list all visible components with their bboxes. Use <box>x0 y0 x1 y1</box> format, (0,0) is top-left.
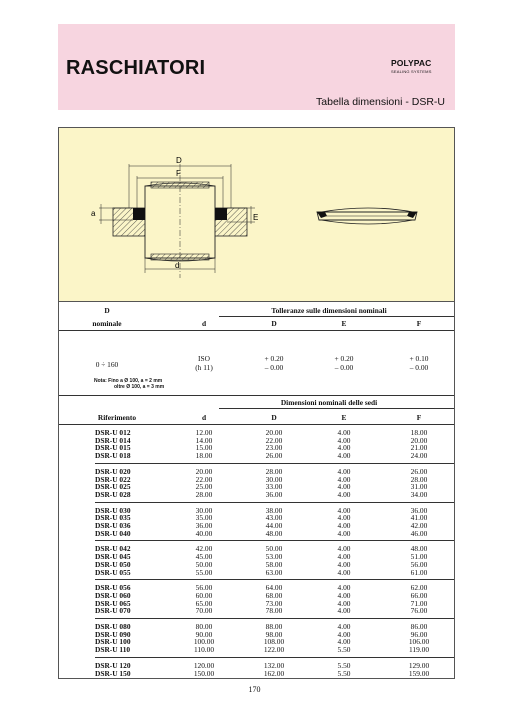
cell-F: 36.00 <box>410 505 428 515</box>
cell-D: 36.00 <box>265 489 283 499</box>
cell-E: 5.50 <box>337 668 351 678</box>
tolerance-table <box>59 305 454 385</box>
cell-F: 20.00 <box>410 435 428 445</box>
header-band <box>58 24 455 110</box>
cell-d: 45.00 <box>195 552 213 562</box>
cell-E: 4.00 <box>337 443 351 453</box>
cell-E: 4.00 <box>337 489 351 499</box>
tol-D-line1: + 0.20 <box>264 354 284 363</box>
tol-E-line1: + 0.20 <box>334 354 354 363</box>
cell-reference: DSR-U 018 <box>95 451 131 461</box>
cell-D: 78.00 <box>265 606 283 616</box>
cell-D: 22.00 <box>265 435 283 445</box>
cell-E: 4.00 <box>337 435 351 445</box>
cell-D: 33.00 <box>265 482 283 492</box>
cell-E: 4.00 <box>337 474 351 484</box>
label-D: D <box>176 156 182 165</box>
cell-E: 4.00 <box>337 513 351 523</box>
cell-d: 12.00 <box>195 428 213 437</box>
cell-d: 60.00 <box>195 590 213 600</box>
cell-D: 132.00 <box>263 660 285 670</box>
cell-reference: DSR-U 100 <box>95 637 131 647</box>
cell-F: 28.00 <box>410 474 428 484</box>
group-divider <box>95 463 454 464</box>
cell-D: 44.00 <box>265 521 283 530</box>
group-divider <box>95 540 454 541</box>
diameter-note <box>94 378 164 390</box>
cell-reference: DSR-U 045 <box>95 552 131 562</box>
cell-D: 108.00 <box>263 637 285 647</box>
dim-col-d: d <box>201 413 207 422</box>
cell-E: 4.00 <box>337 559 351 569</box>
cell-reference: DSR-U 090 <box>95 629 131 639</box>
cell-d: 42.00 <box>195 544 213 554</box>
cell-D: 26.00 <box>265 451 283 461</box>
cell-d: 90.00 <box>195 629 213 639</box>
cell-D: 88.00 <box>265 622 283 631</box>
cell-reference: DSR-U 110 <box>95 645 131 655</box>
page-number: 170 <box>248 685 261 694</box>
cell-D: 53.00 <box>265 552 283 562</box>
cell-F: 66.00 <box>410 590 428 600</box>
group-divider <box>95 502 454 503</box>
tol-E-line2: – 0.00 <box>334 363 354 372</box>
cell-D: 64.00 <box>265 583 283 593</box>
cell-F: 76.00 <box>410 606 428 616</box>
cell-d: 25.00 <box>195 482 213 492</box>
cell-E: 4.00 <box>337 567 351 577</box>
cell-E: 4.00 <box>337 428 351 437</box>
cell-reference: DSR-U 065 <box>95 598 131 608</box>
tol-col-D: D <box>271 319 277 328</box>
cell-F: 56.00 <box>410 559 428 569</box>
cell-d: 40.00 <box>195 528 213 538</box>
dim-col-D: D <box>271 413 277 422</box>
cell-d: 56.00 <box>195 583 213 593</box>
cell-F: 21.00 <box>410 443 428 453</box>
cell-d: 28.00 <box>195 489 213 499</box>
cell-D: 73.00 <box>265 598 283 608</box>
tolerance-group-header: Tolleranze sulle dimensioni nominali <box>271 306 387 315</box>
cell-E: 4.00 <box>337 451 351 461</box>
cell-d: 15.00 <box>195 443 213 453</box>
cell-reference: DSR-U 030 <box>95 505 131 515</box>
label-E: E <box>253 213 259 222</box>
cell-F: 42.00 <box>410 521 428 530</box>
cell-D: 38.00 <box>265 505 283 515</box>
cell-E: 5.50 <box>337 645 351 655</box>
wiper-ring-3d <box>317 208 417 224</box>
cell-D: 28.00 <box>265 466 283 476</box>
cell-reference: DSR-U 150 <box>95 668 131 678</box>
cell-F: 41.00 <box>410 513 428 523</box>
cell-D: 68.00 <box>265 590 283 600</box>
cell-reference: DSR-U 120 <box>95 660 131 670</box>
note-line-1: Nota: Fino a Ø 100, a = 2 mm <box>94 378 163 384</box>
cell-F: 61.00 <box>410 567 428 577</box>
tol-col-F: F <box>416 319 422 328</box>
cell-F: 34.00 <box>410 489 428 499</box>
group-divider <box>95 579 454 580</box>
cell-reference: DSR-U 025 <box>95 482 131 492</box>
cell-F: 24.00 <box>410 451 428 461</box>
technical-drawing <box>59 128 454 302</box>
cell-reference: DSR-U 055 <box>95 567 131 577</box>
cell-F: 71.00 <box>410 598 428 608</box>
tol-d-line2: (h 11) <box>195 363 213 372</box>
cell-F: 129.00 <box>408 660 430 670</box>
cell-E: 4.00 <box>337 505 351 515</box>
cell-E: 4.00 <box>337 583 351 593</box>
cell-F: 18.00 <box>410 428 428 437</box>
cell-E: 4.00 <box>337 590 351 600</box>
cell-E: 4.00 <box>337 528 351 538</box>
cell-reference: DSR-U 015 <box>95 443 131 453</box>
cell-E: 4.00 <box>337 598 351 608</box>
cell-F: 86.00 <box>410 622 428 631</box>
cell-d: 22.00 <box>195 474 213 484</box>
cell-D: 162.00 <box>263 668 285 678</box>
cell-D: 30.00 <box>265 474 283 484</box>
polypac-logo <box>391 58 447 74</box>
cell-reference: DSR-U 056 <box>95 583 131 593</box>
tol-col-d: d <box>201 319 207 328</box>
cell-d: 14.00 <box>195 435 213 445</box>
group-divider <box>95 657 454 658</box>
cell-E: 4.00 <box>337 544 351 554</box>
group-divider <box>95 618 454 619</box>
cell-d: 18.00 <box>195 451 213 461</box>
cell-reference: DSR-U 036 <box>95 521 131 530</box>
cell-E: 4.00 <box>337 622 351 631</box>
cell-E: 5.50 <box>337 660 351 670</box>
cell-E: 4.00 <box>337 466 351 476</box>
cell-reference: DSR-U 014 <box>95 435 131 445</box>
cell-D: 122.00 <box>263 645 285 655</box>
page-title: RASCHIATORI <box>66 57 206 79</box>
cell-F: 26.00 <box>410 466 428 476</box>
note-line-2: oltre Ø 100, a = 3 mm <box>114 384 165 390</box>
cell-reference: DSR-U 022 <box>95 474 131 484</box>
cell-E: 4.00 <box>337 629 351 639</box>
col-D-nominale: nominale <box>92 319 122 328</box>
cell-reference: DSR-U 040 <box>95 528 131 538</box>
cell-d: 20.00 <box>195 466 213 476</box>
cell-reference: DSR-U 028 <box>95 489 131 499</box>
cell-F: 119.00 <box>408 645 430 655</box>
tol-col-E: E <box>341 319 347 328</box>
cell-F: 106.00 <box>408 637 430 647</box>
col-D-header: D <box>104 306 110 315</box>
cell-F: 51.00 <box>410 552 428 562</box>
cell-F: 62.00 <box>410 583 428 593</box>
cell-reference: DSR-U 035 <box>95 513 131 523</box>
dim-col-E: E <box>341 413 347 422</box>
col-riferimento: Riferimento <box>97 413 137 422</box>
cell-F: 48.00 <box>410 544 428 554</box>
cell-d: 110.00 <box>193 645 215 655</box>
cell-reference: DSR-U 060 <box>95 590 131 600</box>
cell-D: 48.00 <box>265 528 283 538</box>
cell-d: 36.00 <box>195 521 213 530</box>
cell-E: 4.00 <box>337 552 351 562</box>
seal-right <box>215 208 227 220</box>
label-a: a <box>91 209 96 218</box>
cell-reference: DSR-U 012 <box>95 428 131 437</box>
cell-d: 120.00 <box>193 660 215 670</box>
cell-reference: DSR-U 042 <box>95 544 131 554</box>
cell-D: 20.00 <box>265 428 283 437</box>
cell-D: 63.00 <box>265 567 283 577</box>
cell-D: 98.00 <box>265 629 283 639</box>
label-d: d <box>175 261 180 270</box>
seal-left <box>133 208 145 220</box>
cell-reference: DSR-U 050 <box>95 559 131 569</box>
logo-tagline: SEALING SYSTEMS <box>391 69 432 74</box>
cell-F: 96.00 <box>410 629 428 639</box>
cell-d: 100.00 <box>193 637 215 647</box>
cell-reference: DSR-U 070 <box>95 606 131 616</box>
cell-E: 4.00 <box>337 606 351 616</box>
tol-F-line1: + 0.10 <box>409 354 429 363</box>
cell-d: 65.00 <box>195 598 213 608</box>
tol-F-line2: – 0.00 <box>409 363 429 372</box>
table-subtitle: Tabella dimensioni - DSR-U <box>316 96 445 108</box>
logo-wordmark: POLYPAC <box>391 58 432 68</box>
cell-E: 4.00 <box>337 482 351 492</box>
cell-F: 31.00 <box>410 482 428 492</box>
cell-d: 30.00 <box>195 505 213 515</box>
cell-E: 4.00 <box>337 521 351 530</box>
cell-d: 70.00 <box>195 606 213 616</box>
tol-D-line2: – 0.00 <box>264 363 284 372</box>
cell-D: 43.00 <box>265 513 283 523</box>
cell-reference: DSR-U 020 <box>95 466 131 476</box>
cell-E: 4.00 <box>337 637 351 647</box>
cell-F: 46.00 <box>410 528 428 538</box>
tol-d-line1: ISO <box>198 354 210 363</box>
cell-d: 50.00 <box>195 559 213 569</box>
cell-d: 35.00 <box>195 513 213 523</box>
cell-d: 55.00 <box>195 567 213 577</box>
dim-col-F: F <box>416 413 422 422</box>
label-F: F <box>176 169 181 178</box>
cell-d: 150.00 <box>193 668 215 678</box>
tol-range: 0 ÷ 160 <box>95 360 119 369</box>
cell-reference: DSR-U 080 <box>95 622 131 631</box>
dimensions-group-header: Dimensioni nominali delle sedi <box>280 398 378 407</box>
dimensions-table <box>59 395 454 678</box>
cell-D: 50.00 <box>265 544 283 554</box>
seal-drawing-svg <box>59 128 454 301</box>
cell-D: 58.00 <box>265 559 283 569</box>
cell-d: 80.00 <box>195 622 213 631</box>
cell-D: 23.00 <box>265 443 283 453</box>
cell-F: 159.00 <box>408 668 430 678</box>
